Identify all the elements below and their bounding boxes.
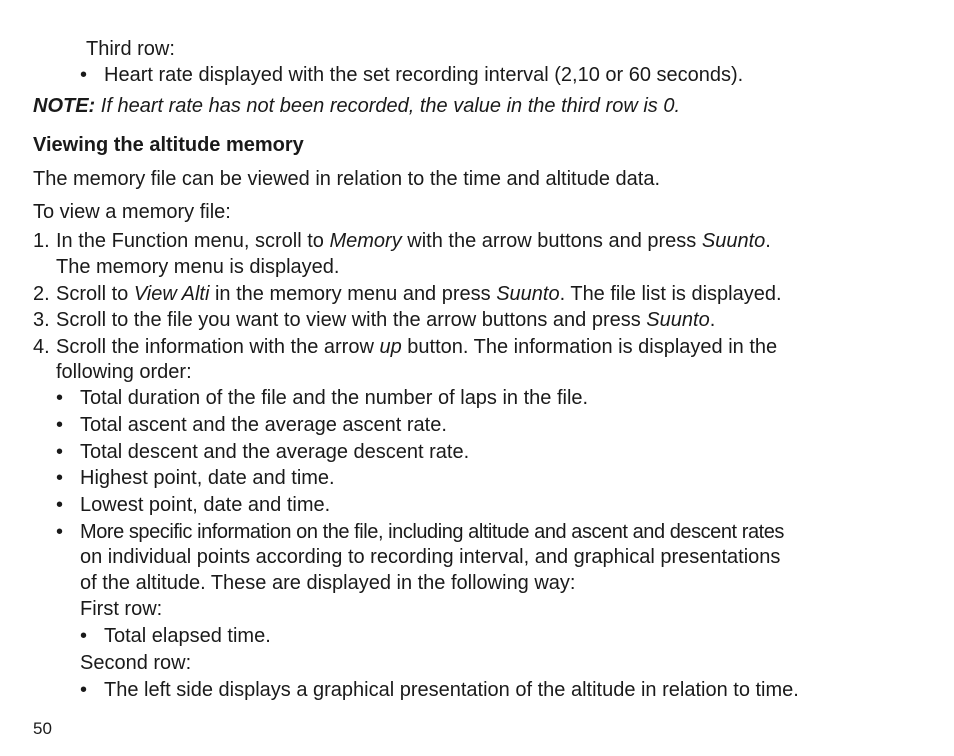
first-row-label: First row: — [80, 598, 163, 620]
second-row-bullet-text: The left side displays a graphical presentation of the altitude in relation to time. — [104, 679, 799, 701]
bullet-glyph: • — [56, 441, 64, 463]
second-row-label: Second row: — [80, 652, 192, 674]
step-1-line-2: The memory menu is displayed. — [56, 256, 340, 278]
list-item: Highest point, date and time. — [80, 467, 335, 489]
list-item: Total descent and the average descent rate. — [80, 441, 470, 463]
step-4-line-1: Scroll the information with the arrow up button. The information is displayed in the — [56, 336, 778, 358]
step-4-line-2: following order: — [56, 361, 192, 383]
list-item: Total ascent and the average ascent rate. — [80, 414, 447, 436]
step-number: 4. — [33, 336, 50, 358]
step-3-line: Scroll to the file you want to view with the arrow buttons and press Suunto. — [56, 309, 716, 331]
specific-info-line-1: More specific information on the file, including altitude and ascent and descent rates — [80, 521, 784, 543]
bullet-glyph: • — [56, 494, 64, 516]
section-heading: Viewing the altitude memory — [33, 134, 304, 156]
bullet-glyph: • — [56, 387, 64, 409]
bullet-glyph: • — [80, 625, 88, 647]
page-number: 50 — [33, 719, 52, 738]
bullet-glyph: • — [80, 64, 88, 86]
list-item: Total duration of the file and the number of laps in the file. — [80, 387, 589, 409]
first-row-bullet-text: Total elapsed time. — [104, 625, 271, 647]
third-row-bullet-text: Heart rate displayed with the set recording interval (2,10 or 60 seconds). — [104, 64, 744, 86]
bullet-glyph: • — [56, 467, 64, 489]
step-number: 1. — [33, 230, 50, 252]
step-1-line-1: In the Function menu, scroll to Memory with the arrow buttons and press Suunto. — [56, 230, 771, 252]
step-2-line: Scroll to View Alti in the memory menu and press Suunto. The file list is displayed. — [56, 283, 782, 305]
section-paragraph: The memory file can be viewed in relation to the time and altitude data. — [33, 168, 661, 190]
third-row-label: Third row: — [86, 38, 175, 60]
note-text: If heart rate has not been recorded, the value in the third row is 0. — [95, 95, 681, 117]
specific-info-line-2: on individual points according to recording interval, and graphical presentations — [80, 546, 781, 568]
bullet-glyph: • — [56, 521, 64, 543]
steps-intro: To view a memory file: — [33, 201, 231, 223]
step-number: 3. — [33, 309, 50, 331]
note-label: NOTE: — [33, 95, 96, 117]
specific-info-line-3: of the altitude. These are displayed in the following way: — [80, 572, 576, 594]
note — [33, 94, 680, 118]
bullet-glyph: • — [56, 414, 64, 436]
bullet-glyph: • — [80, 679, 88, 701]
list-item: Lowest point, date and time. — [80, 494, 331, 516]
step-number: 2. — [33, 283, 50, 305]
